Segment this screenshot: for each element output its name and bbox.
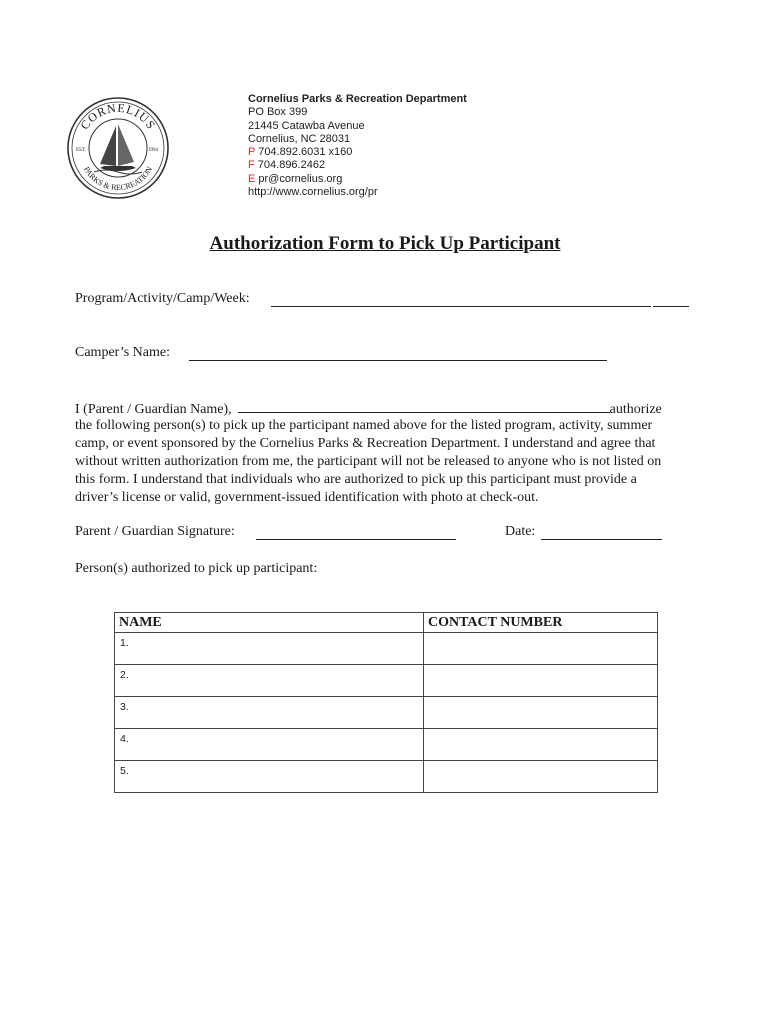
email-address: pr@cornelius.org (255, 172, 343, 185)
parent-signature-field[interactable] (256, 539, 456, 540)
name-cell[interactable]: 4. (115, 729, 424, 761)
paragraph-line-3: camp, or event sponsored by the Cornelius Parks & Recreation Department. I understand and agree that (75, 436, 656, 451)
table-row (115, 697, 658, 729)
name-cell[interactable]: 2. (115, 665, 424, 697)
paragraph-line-1: I (Parent / Guardian Name), authorize (75, 399, 715, 417)
form-title: Authorization Form to Pick Up Participant (209, 233, 561, 254)
program-field-extension (653, 306, 689, 307)
seal-top-text: CORNELIUS (77, 100, 159, 133)
camper-name-field[interactable] (189, 360, 607, 361)
fax-number: 704.896.2462 (254, 159, 326, 172)
parent-guardian-name-field[interactable] (238, 399, 610, 413)
authorization-paragraph (75, 399, 715, 507)
org-street: 21445 Catawba Avenue (248, 119, 365, 132)
organization-address-block (248, 93, 467, 199)
paragraph-line-2: the following person(s) to pick up the participant named above for the listed program, activity, summer (75, 418, 653, 433)
table-header-row (115, 613, 658, 633)
org-name: Cornelius Parks & Recreation Department (248, 93, 467, 105)
org-website: http://www.cornelius.org/pr (248, 186, 378, 199)
parent-signature-label: Parent / Guardian Signature: (75, 524, 235, 539)
table-row (115, 665, 658, 697)
table-row (115, 761, 658, 793)
contact-number-column-header: CONTACT NUMBER (424, 613, 658, 633)
authorized-persons-table (114, 612, 658, 793)
org-city: Cornelius, NC 28031 (248, 132, 351, 145)
phone-number: 704.892.6031 x160 (255, 146, 353, 159)
org-phone (248, 146, 467, 159)
paragraph-line-5: this form. I understand that individuals who are authorized to pick up this participant must provide a (75, 472, 637, 487)
seal-bottom-text: PARKS & RECREATION (81, 165, 155, 193)
name-cell[interactable]: 3. (115, 697, 424, 729)
camper-name-label: Camper’s Name: (75, 345, 170, 360)
contact-number-cell[interactable] (424, 633, 658, 665)
paragraph-line-4: without written authorization from me, the participant will not be released to anyone who is not listed on (75, 454, 662, 469)
name-cell[interactable]: 5. (115, 761, 424, 793)
name-cell[interactable]: 1. (115, 633, 424, 665)
org-fax (248, 159, 467, 172)
table-row (115, 633, 658, 665)
seal-right-text: 1994 (148, 148, 158, 153)
email-label: E (248, 172, 256, 185)
seal-left-text: EST. (76, 148, 86, 153)
contact-number-cell[interactable] (424, 761, 658, 793)
persons-authorized-label: Person(s) authorized to pick up participant: (75, 561, 318, 576)
org-email (248, 173, 467, 186)
paragraph-line-6: driver’s license or valid, government-issued identification with photo at check-out. (75, 490, 539, 505)
org-po-box: PO Box 399 (248, 106, 308, 119)
fax-label: F (248, 159, 255, 172)
date-field[interactable] (541, 539, 662, 540)
cornelius-seal-logo (66, 96, 170, 200)
contact-number-cell[interactable] (424, 665, 658, 697)
contact-number-cell[interactable] (424, 729, 658, 761)
program-label: Program/Activity/Camp/Week: (75, 291, 250, 306)
program-field[interactable] (271, 306, 651, 307)
name-column-header: NAME (115, 613, 424, 633)
table-row (115, 729, 658, 761)
phone-label: P (248, 146, 256, 159)
date-label: Date: (505, 524, 536, 539)
contact-number-cell[interactable] (424, 697, 658, 729)
